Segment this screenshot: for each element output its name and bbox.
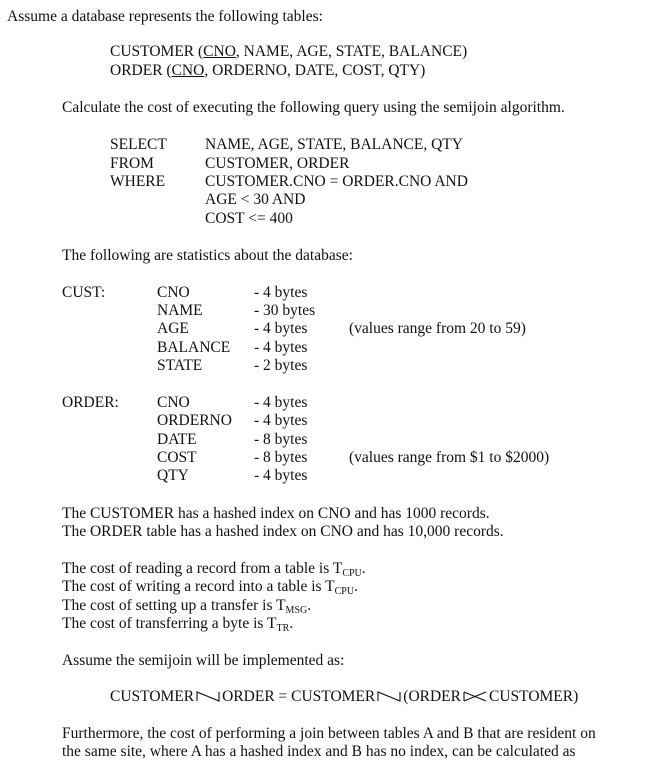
stats-intro: The following are statistics about the database: bbox=[62, 247, 353, 264]
intro-text: Assume a database represents the following tables: bbox=[7, 8, 323, 25]
stat-size: - 4 bytes bbox=[254, 284, 308, 301]
stat-attr: AGE bbox=[157, 320, 189, 337]
schema-order: ORDER (CNO, ORDERNO, DATE, COST, QTY) bbox=[110, 62, 426, 79]
query-keyword: FROM bbox=[110, 155, 154, 172]
cost-end: . bbox=[289, 615, 294, 632]
task-text: Calculate the cost of executing the following query using the semijoin algorithm. bbox=[62, 99, 565, 116]
schema-customer-rest: , NAME, AGE, STATE, BALANCE) bbox=[235, 43, 468, 60]
index-line: The ORDER table has a hashed index on CNO and has 10,000 records. bbox=[62, 523, 504, 540]
cost-text: The cost of writing a record into a table is T bbox=[62, 578, 335, 595]
index-line: The CUSTOMER has a hashed index on CNO and has 1000 records. bbox=[62, 505, 490, 522]
query-keyword: WHERE bbox=[110, 173, 166, 190]
stat-size: - 4 bytes bbox=[254, 320, 308, 337]
cost-line bbox=[62, 578, 358, 597]
stat-attr: ORDERNO bbox=[157, 412, 232, 429]
cost-end: . bbox=[307, 597, 312, 614]
schema-customer: CUSTOMER (CNO, NAME, AGE, STATE, BALANCE) bbox=[110, 43, 468, 60]
stat-size: - 2 bytes bbox=[254, 357, 308, 374]
formula-part: ORDER = CUSTOMER bbox=[222, 688, 376, 705]
stat-size: - 4 bytes bbox=[254, 467, 308, 484]
cost-line bbox=[62, 615, 293, 634]
stat-attr: DATE bbox=[157, 431, 197, 448]
query-clause: CUSTOMER.CNO = ORDER.CNO AND bbox=[205, 173, 468, 190]
cost-text: The cost of transferring a byte is T bbox=[62, 615, 277, 632]
stat-size: - 30 bytes bbox=[254, 302, 316, 319]
cost-subscript: CPU bbox=[342, 568, 362, 579]
left-semijoin-icon bbox=[195, 691, 221, 702]
stat-attr: BALANCE bbox=[157, 339, 231, 356]
cost-subscript: MSG bbox=[285, 605, 308, 616]
stat-attr: CNO bbox=[157, 284, 190, 301]
impl-intro: Assume the semijoin will be implemented as: bbox=[62, 652, 345, 669]
final-line: the same site, where A has a hashed index and B has no index, can be calculated as bbox=[62, 743, 576, 760]
formula-part: CUSTOMER) bbox=[488, 688, 579, 705]
schema-customer-name: CUSTOMER bbox=[110, 43, 195, 60]
stat-size: - 4 bytes bbox=[254, 412, 308, 429]
query-clause: AGE < 30 AND bbox=[205, 191, 306, 208]
semijoin-formula bbox=[110, 688, 578, 707]
stat-size: - 8 bytes bbox=[254, 431, 308, 448]
cost-subscript: TR bbox=[276, 623, 290, 634]
cost-subscript: CPU bbox=[334, 586, 355, 597]
stat-note: (values range from 20 to 59) bbox=[349, 320, 526, 337]
cost-end: . bbox=[361, 560, 366, 577]
stat-attr: STATE bbox=[157, 357, 203, 374]
query-keyword: SELECT bbox=[110, 136, 167, 153]
cost-text: The cost of setting up a transfer is T bbox=[62, 597, 286, 614]
query-clause: NAME, AGE, STATE, BALANCE, QTY bbox=[205, 136, 463, 153]
cost-text: The cost of reading a record from a table is T bbox=[62, 560, 343, 577]
order-label: ORDER: bbox=[62, 394, 119, 411]
schema-customer-key: CNO bbox=[203, 43, 236, 60]
cost-line bbox=[62, 597, 311, 616]
cust-label: CUST: bbox=[62, 284, 106, 301]
query-clause: COST <= 400 bbox=[205, 210, 293, 227]
schema-order-key: CNO bbox=[171, 62, 205, 79]
cost-end: . bbox=[354, 578, 358, 595]
final-line: Furthermore, the cost of performing a join between tables A and B that are resident on bbox=[62, 725, 596, 742]
formula-part: CUSTOMER bbox=[110, 688, 195, 705]
stat-attr: QTY bbox=[157, 467, 189, 484]
stat-note: (values range from $1 to $2000) bbox=[349, 449, 550, 466]
cost-line bbox=[62, 560, 366, 579]
stat-attr: CNO bbox=[157, 394, 190, 411]
stat-attr: NAME bbox=[157, 302, 203, 319]
right-semijoin-icon bbox=[462, 691, 488, 702]
stat-size: - 8 bytes bbox=[254, 449, 308, 466]
schema-order-name: ORDER bbox=[110, 62, 163, 79]
left-semijoin-icon bbox=[376, 691, 402, 702]
stat-attr: COST bbox=[157, 449, 197, 466]
schema-order-rest: , ORDERNO, DATE, COST, QTY) bbox=[204, 62, 426, 79]
stat-size: - 4 bytes bbox=[254, 394, 308, 411]
stat-size: - 4 bytes bbox=[254, 339, 308, 356]
formula-part: (ORDER bbox=[403, 688, 461, 705]
query-clause: CUSTOMER, ORDER bbox=[205, 155, 350, 172]
